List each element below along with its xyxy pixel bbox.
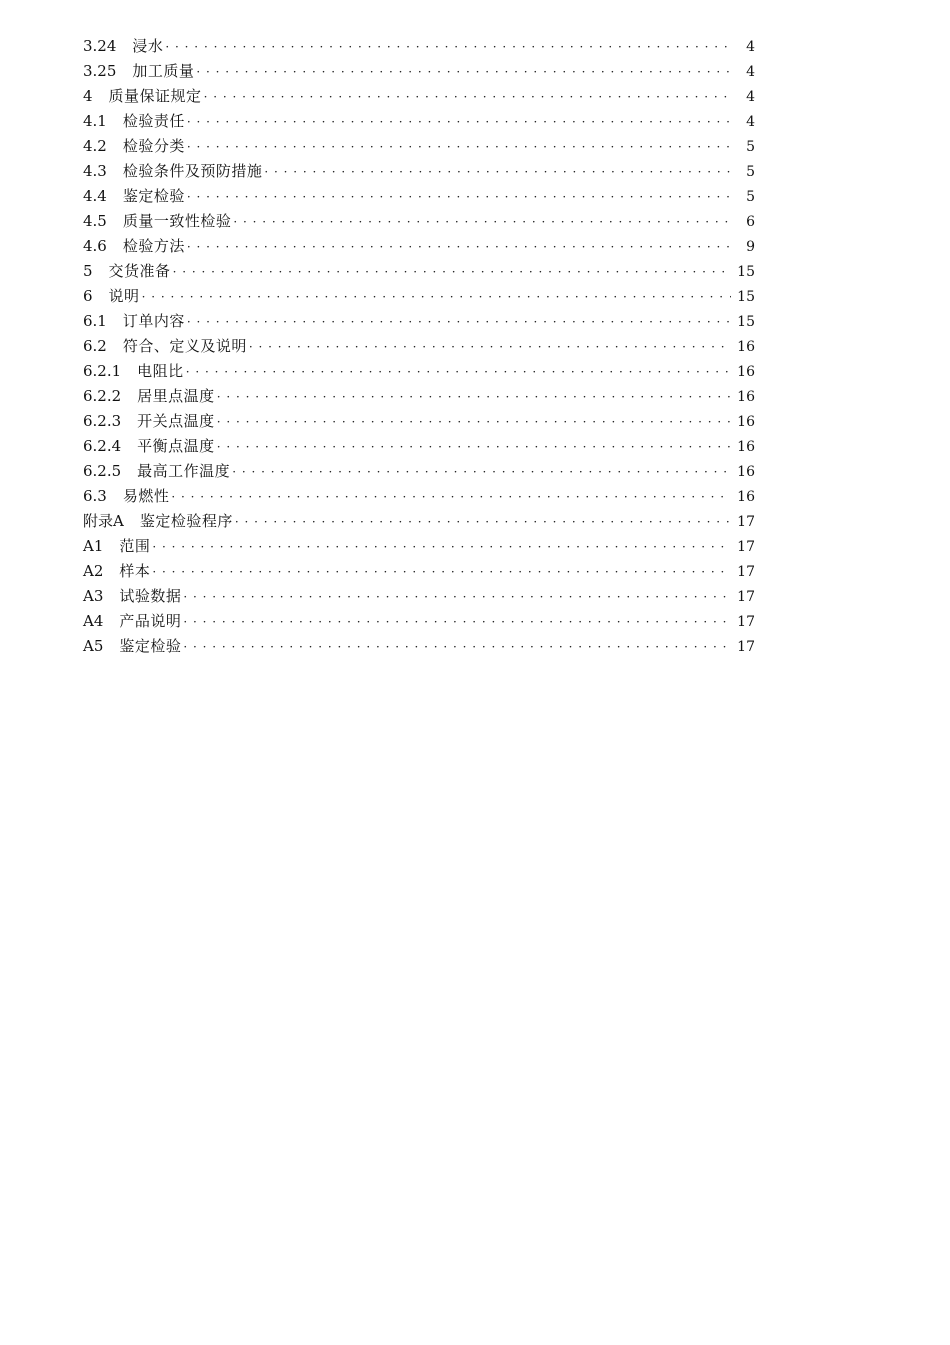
toc-entry-page-number: 16 (737, 464, 755, 480)
toc-entry-page-number: 16 (737, 414, 755, 430)
toc-entry-title: 易燃性 (122, 487, 170, 505)
toc-entry-number: A4 (83, 612, 104, 630)
toc-entry-number: 3.25 (83, 62, 117, 80)
toc-entry-page-number: 16 (737, 389, 755, 405)
toc-entry-title: 产品说明 (119, 612, 182, 630)
toc-entry[interactable] (83, 84, 755, 109)
toc-entry[interactable] (83, 184, 755, 209)
toc-entry[interactable] (83, 134, 755, 159)
toc-entry-page-number: 4 (746, 114, 755, 130)
toc-entry-number: 6.2.5 (83, 462, 122, 480)
toc-entry-title: 符合、定义及说明 (122, 337, 247, 355)
toc-entry-page-number: 16 (737, 439, 755, 455)
toc-entry-page-number: 15 (737, 264, 755, 280)
toc-entry-page-number: 5 (746, 189, 755, 205)
toc-entry-page-number: 4 (746, 89, 755, 105)
toc-dot-leader (152, 560, 731, 585)
toc-dot-leader (152, 535, 731, 560)
toc-entry[interactable] (83, 534, 755, 559)
toc-entry-page-number: 17 (737, 639, 755, 655)
toc-entry[interactable] (83, 334, 755, 359)
toc-entry[interactable] (83, 609, 755, 634)
toc-entry-title: 检验条件及预防措施 (122, 162, 263, 180)
toc-entry-title: 加工质量 (132, 62, 195, 80)
toc-entry-number: 6.2.1 (83, 362, 122, 380)
toc-entry-number: 6.2.2 (83, 387, 122, 405)
toc-dot-leader (235, 510, 731, 535)
toc-entry[interactable] (83, 284, 755, 309)
toc-entry-number: 6.3 (83, 487, 107, 505)
toc-entry-page-number: 5 (746, 164, 755, 180)
toc-entry[interactable] (83, 409, 755, 434)
toc-entry-title: 样本 (119, 562, 151, 580)
toc-entry-title: 说明 (108, 287, 140, 305)
toc-dot-leader (187, 110, 731, 135)
toc-dot-leader (233, 210, 731, 235)
toc-entry-title: 检验责任 (122, 112, 185, 130)
toc-entry-page-number: 17 (737, 514, 755, 530)
toc-entry-number: A2 (83, 562, 104, 580)
toc-dot-leader (217, 385, 731, 410)
toc-entry-number: 5 (83, 262, 93, 280)
toc-dot-leader (187, 135, 731, 160)
toc-entry[interactable] (83, 59, 755, 84)
toc-entry-number: 4.1 (83, 112, 107, 130)
toc-entry-number: A1 (83, 537, 104, 555)
toc-entry-number: A5 (83, 637, 104, 655)
toc-entry-title: 检验方法 (122, 237, 185, 255)
toc-entry-page-number: 16 (737, 489, 755, 505)
toc-entry-title: 平衡点温度 (137, 437, 215, 455)
toc-entry-page-number: 16 (737, 364, 755, 380)
toc-entry-title: 最高工作温度 (137, 462, 231, 480)
toc-entry-number: 4.3 (83, 162, 107, 180)
toc-entry[interactable] (83, 384, 755, 409)
toc-entry-number: 6.2.3 (83, 412, 122, 430)
toc-dot-leader (187, 235, 731, 260)
table-of-contents (83, 34, 755, 659)
toc-entry[interactable] (83, 359, 755, 384)
toc-entry-page-number: 17 (737, 539, 755, 555)
toc-entry[interactable] (83, 109, 755, 134)
toc-entry-number: 4.2 (83, 137, 107, 155)
toc-entry-number: 6.2.4 (83, 437, 122, 455)
toc-dot-leader (196, 60, 731, 85)
toc-entry[interactable] (83, 309, 755, 334)
toc-entry-title: 开关点温度 (137, 412, 215, 430)
toc-entry-number: 4.4 (83, 187, 107, 205)
toc-entry[interactable] (83, 559, 755, 584)
toc-entry-title: 浸水 (132, 37, 164, 55)
toc-entry[interactable] (83, 34, 755, 59)
toc-dot-leader (183, 610, 731, 635)
toc-dot-leader (217, 410, 731, 435)
toc-entry-number: 3.24 (83, 37, 117, 55)
toc-entry-title: 范围 (119, 537, 151, 555)
toc-entry-title: 居里点温度 (137, 387, 215, 405)
toc-entry-number: 6.2 (83, 337, 107, 355)
toc-dot-leader (187, 185, 731, 210)
toc-entry-number: 6.1 (83, 312, 107, 330)
toc-entry-title: 交货准备 (108, 262, 171, 280)
toc-dot-leader (217, 435, 731, 460)
toc-entry[interactable] (83, 509, 755, 534)
toc-dot-leader (186, 360, 731, 385)
toc-dot-leader (187, 310, 731, 335)
toc-entry[interactable] (83, 234, 755, 259)
toc-dot-leader (165, 35, 731, 60)
toc-entry-page-number: 6 (746, 214, 755, 230)
toc-entry-page-number: 4 (746, 64, 755, 80)
toc-entry-title: 试验数据 (119, 587, 182, 605)
toc-entry-title: 订单内容 (122, 312, 185, 330)
toc-entry-page-number: 17 (737, 564, 755, 580)
toc-entry-title: 质量保证规定 (108, 87, 202, 105)
toc-dot-leader (249, 335, 731, 360)
toc-entry-title: 电阻比 (137, 362, 184, 380)
toc-entry-page-number: 9 (746, 239, 755, 255)
toc-dot-leader (232, 460, 731, 485)
toc-dot-leader (183, 635, 731, 660)
toc-dot-leader (142, 285, 731, 310)
toc-dot-leader (171, 485, 731, 510)
toc-dot-leader (173, 260, 731, 285)
toc-entry-number: 4 (83, 87, 93, 105)
toc-dot-leader (183, 585, 731, 610)
toc-entry-page-number: 17 (737, 589, 755, 605)
toc-entry[interactable] (83, 484, 755, 509)
toc-entry-number: 4.5 (83, 212, 107, 230)
toc-entry-page-number: 16 (737, 339, 755, 355)
toc-entry-page-number: 15 (737, 314, 755, 330)
toc-entry[interactable] (83, 434, 755, 459)
toc-entry-title: 检验分类 (122, 137, 185, 155)
toc-entry[interactable] (83, 209, 755, 234)
toc-entry-title: 鉴定检验 (122, 187, 185, 205)
toc-entry-number: A3 (83, 587, 104, 605)
toc-entry-title: 鉴定检验程序 (139, 512, 233, 530)
toc-entry-title: 鉴定检验 (119, 637, 182, 655)
toc-entry-page-number: 4 (746, 39, 755, 55)
toc-entry-page-number: 17 (737, 614, 755, 630)
toc-entry[interactable] (83, 634, 755, 659)
toc-entry[interactable] (83, 159, 755, 184)
toc-dot-leader (264, 160, 731, 185)
toc-entry-number: 4.6 (83, 237, 107, 255)
toc-entry-title: 质量一致性检验 (122, 212, 232, 230)
toc-entry-number: 6 (83, 287, 93, 305)
toc-entry[interactable] (83, 259, 755, 284)
toc-entry-page-number: 5 (746, 139, 755, 155)
toc-dot-leader (204, 85, 731, 110)
toc-entry-number: 附录A (83, 512, 124, 530)
toc-entry[interactable] (83, 584, 755, 609)
toc-entry-page-number: 15 (737, 289, 755, 305)
toc-entry[interactable] (83, 459, 755, 484)
